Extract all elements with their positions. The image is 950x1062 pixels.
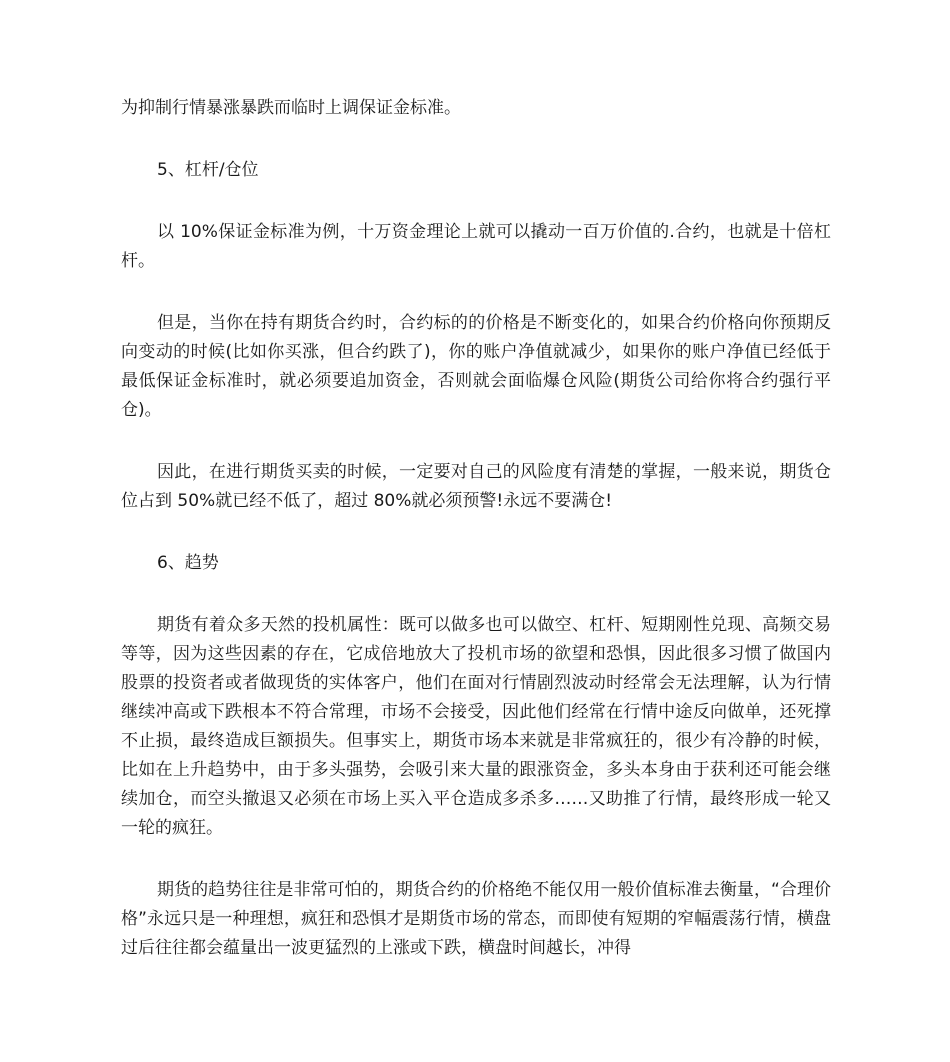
paragraph-margin-call: 但是，当你在持有期货合约时，合约标的的价格是不断变化的，如果合约价格向你预期反向变动的时候(比如你买涨，但合约跌了)，你的账户净值就减少，如果你的账户净值已经低于最低保证金标准时，就必须要追加资金，否则就会面临爆仓风险(期货公司给你将合约强行平仓)。 bbox=[121, 313, 831, 420]
paragraph-speculation: 期货有着众多天然的投机属性：既可以做多也可以做空、杠杆、短期刚性兑现、高频交易等等，因为这些因素的存在，它成倍地放大了投机市场的欲望和恐惧，因此很多习惯了做国内股票的投资者或者做现货的实体客户，他们在面对行情剧烈波动时经常会无法理解，认为行情继续冲高或下跌根本不符合常理，市场不会接受，因此他们经常在行情中途反向做单，还死撑不止损，最终造成巨额损失。但事实上，期货市场本来就是非常疯狂的，很少有冷静的时候，比如在上升趋势中，由于多头强势，会吸引来大量的跟涨资金，多头本身由于获利还可能会继续加仓，而空头撤退又必须在市场上买入平仓造成多杀多……又助推了行情，最终形成一轮又一轮的疯狂。 bbox=[121, 615, 831, 838]
paragraph-leverage-example: 以 10%保证金标准为例，十万资金理论上就可以撬动一百万价值的.合约，也就是十倍杠杆。 bbox=[121, 222, 831, 271]
section-heading-leverage: 5、杠杆/仓位 bbox=[157, 160, 259, 180]
document-body bbox=[121, 94, 831, 963]
section-heading-trend: 6、趋势 bbox=[157, 553, 219, 573]
paragraph-trend-danger: 期货的趋势往往是非常可怕的，期货合约的价格绝不能仅用一般价值标准去衡量，“合理价格”永远只是一种理想，疯狂和恐惧才是期货市场的常态，而即使有短期的窄幅震荡行情，横盘过后往往都会蕴量出一波更猛烈的上涨或下跌，横盘时间越长，冲得 bbox=[121, 880, 831, 958]
paragraph-position-risk: 因此，在进行期货买卖的时候，一定要对自己的风险度有清楚的掌握，一般来说，期货仓位占到 50%就已经不低了，超过 80%就必须预警!永远不要满仓! bbox=[121, 462, 831, 511]
paragraph-continuation: 为抑制行情暴涨暴跌而临时上调保证金标准。 bbox=[121, 98, 461, 118]
